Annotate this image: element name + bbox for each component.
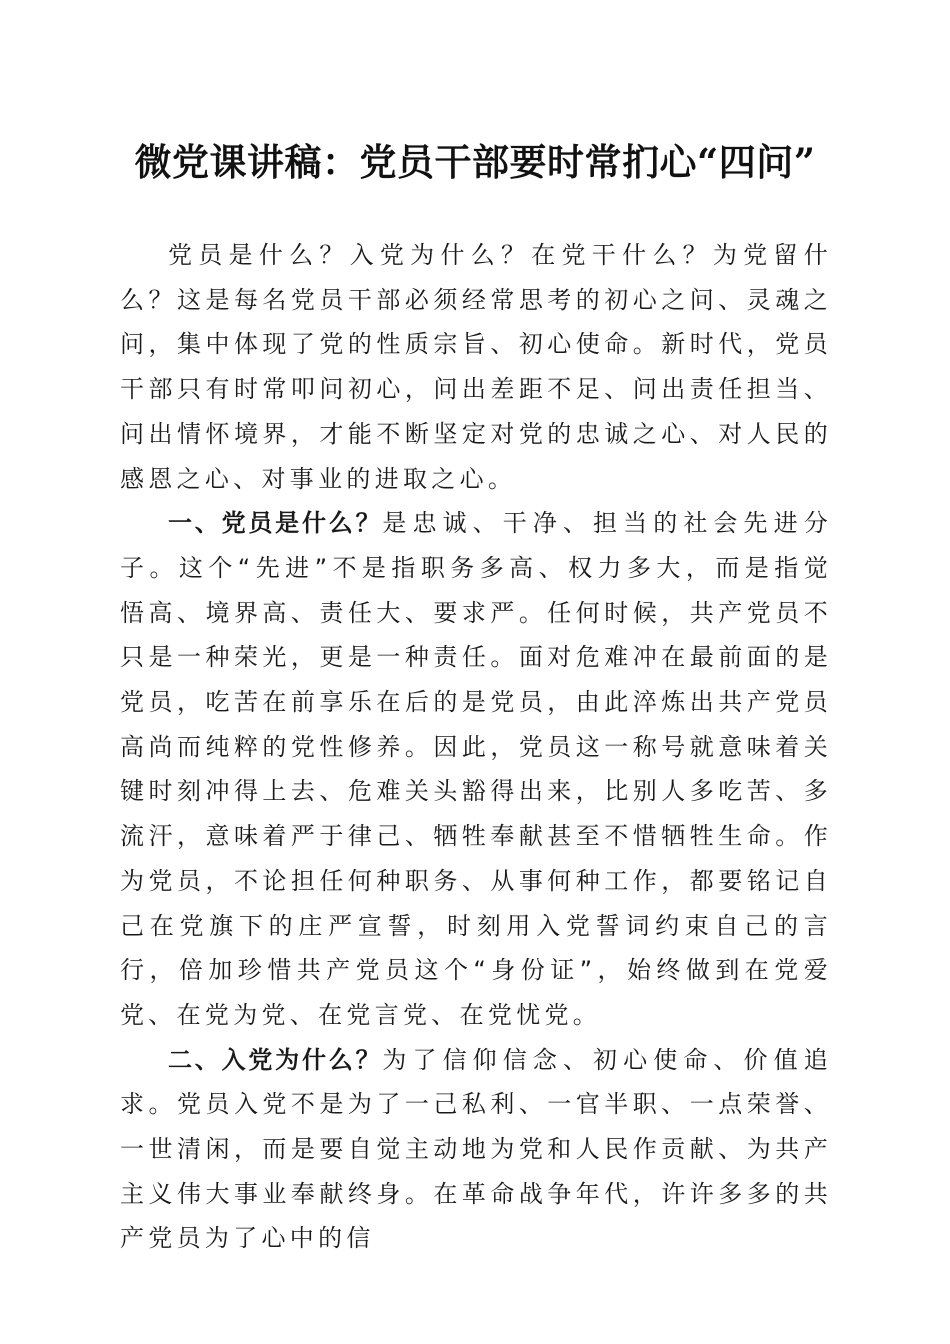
section-text: 为了信仰信念、初心使命、价值追求。党员入党不是为了一己私利、一官半职、一点荣誉、一世清闲，而是要自觉主动地为党和人民作贡献、为共产主义伟大事业奉献终身。在革命战争年代，许许多多的共产党员为了心中的信 bbox=[120, 1045, 833, 1253]
section-paragraph bbox=[120, 501, 832, 1037]
section-heading: 一、党员是什么？ bbox=[168, 509, 383, 538]
document-title: 微党课讲稿：党员干部要时常扪心“四问” bbox=[134, 140, 816, 184]
section-heading: 二、入党为什么？ bbox=[168, 1045, 383, 1074]
intro-paragraph: 党员是什么？入党为什么？在党干什么？为党留什么？这是每名党员干部必须经常思考的初心之问、灵魂之问，集中体现了党的性质宗旨、初心使命。新时代，党员干部只有时常叩问初心，问出差距不足、问出责任担当、问出情怀境界，才能不断坚定对党的忠诚之心、对人民的感恩之心、对事业的进取之心。 bbox=[120, 241, 832, 493]
section-paragraph bbox=[120, 1038, 832, 1262]
document-body bbox=[120, 233, 832, 1261]
section-text: 是忠诚、干净、担当的社会先进分子。这个“先进”不是指职务多高、权力多大，而是指觉悟高、境界高、责任大、要求严。任何时候，共产党员不只是一种荣光，更是一种责任。面对危难冲在最前面的是党员，吃苦在前享乐在后的是党员，由此淬炼出共产党员高尚而纯粹的党性修养。因此，党员这一称号就意味着关键时刻冲得上去、危难关头豁得出来，比别人多吃苦、多流汗，意味着严于律己、牺牲奉献甚至不惜牺牲生命。作为党员，不论担任何种职务、从事何种工作，都要铭记自己在党旗下的庄严宣誓，时刻用入党誓词约束自己的言行，倍加珍惜共产党员这个“身份证”，始终做到在党爱党、在党为党、在党言党、在党忧党。 bbox=[120, 509, 833, 1029]
